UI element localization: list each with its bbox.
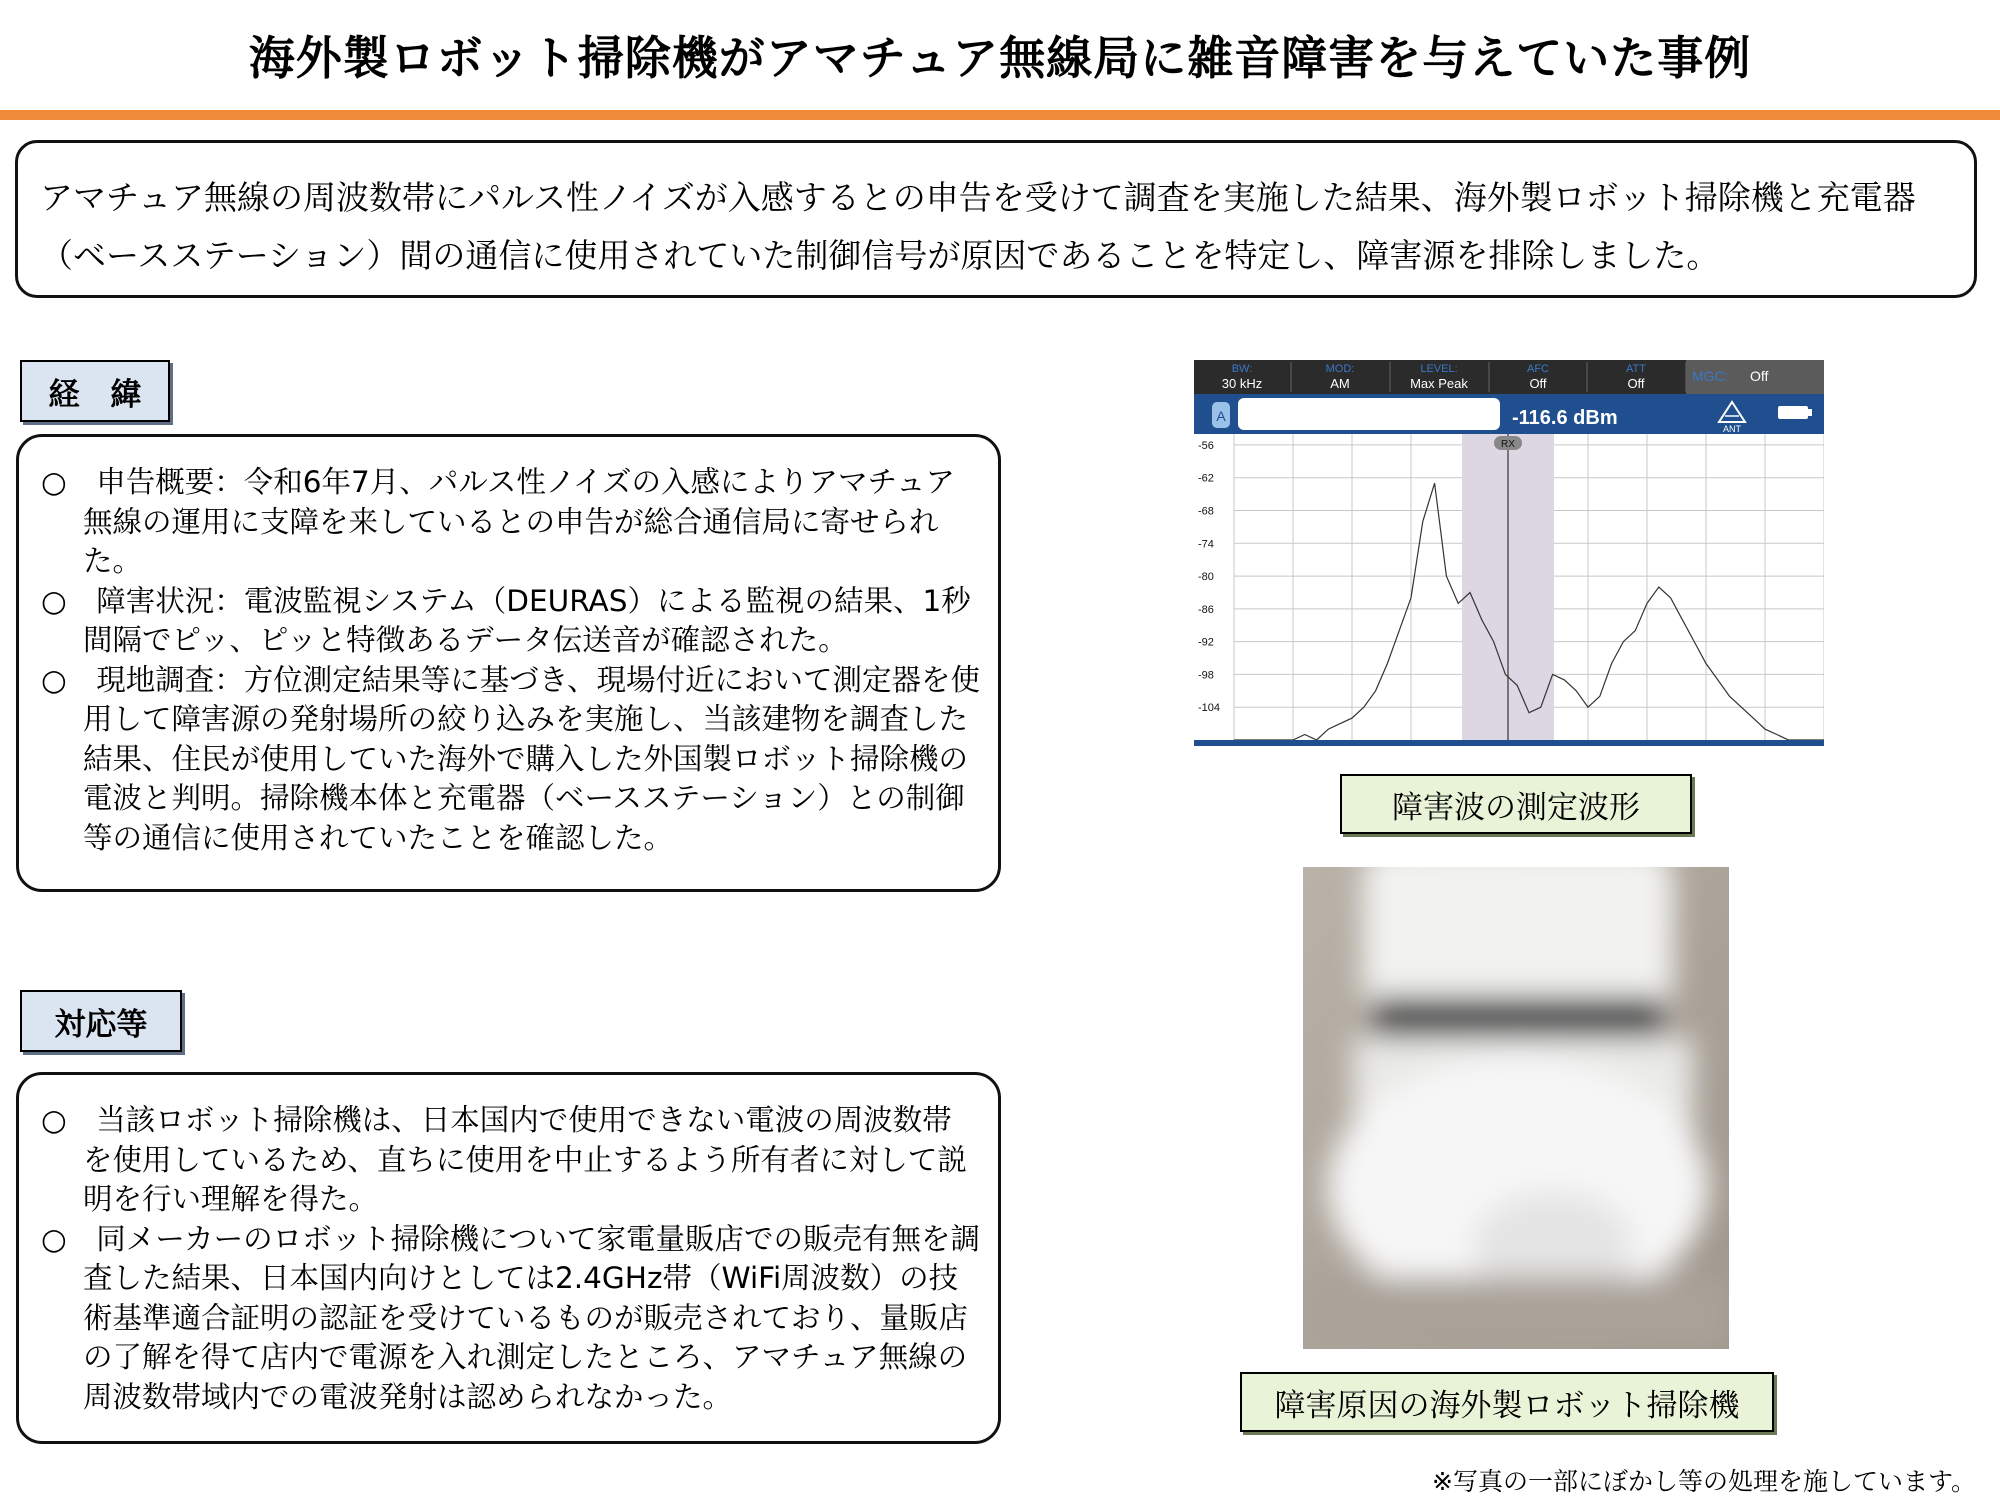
- footnote: ※写真の一部にぼかし等の処理を施しています。: [1432, 1467, 1976, 1496]
- y-tick-label: -86: [1198, 603, 1214, 616]
- att-value: Off: [1627, 376, 1645, 391]
- level-value: Max Peak: [1410, 376, 1468, 391]
- page-title: 海外製ロボット掃除機がアマチュア無線局に雑音障害を与えていた事例: [248, 31, 1752, 85]
- summary-box: [15, 140, 1977, 298]
- background-item-report: ○ 申告概要：令和6年7月、パルス性ノイズの入感によりアマチュア無線の運用に支障を来しているとの申告が総合通信局に寄せられた。: [41, 465, 956, 578]
- level-label: LEVEL:: [1420, 363, 1458, 375]
- ant-label: ANT: [1723, 424, 1741, 434]
- plot-bottom-bar: [1194, 740, 1824, 746]
- mgc-label: MGC:: [1692, 368, 1729, 384]
- background-item-status: ○ 障害状況：電波監視システム（DEURAS）による監視の結果、1秒間隔でピッ、ピッと特徴あるデータ伝送音が確認された。: [41, 583, 971, 657]
- mod-value: AM: [1330, 376, 1350, 391]
- response-label: 対応等: [20, 990, 182, 1052]
- robot-cleaner-photo: [1303, 867, 1729, 1349]
- display-field: [1238, 398, 1500, 430]
- response-box: [16, 1072, 1001, 1444]
- y-tick-label: -98: [1198, 669, 1214, 682]
- background-box: [16, 434, 1001, 892]
- afc-label: AFC: [1527, 363, 1549, 375]
- background-label: 経 緯: [20, 360, 170, 422]
- y-tick-label: -74: [1198, 538, 1214, 551]
- level-readout: -116.6 dBm: [1512, 407, 1618, 429]
- mod-label: MOD:: [1325, 363, 1355, 375]
- bw-value: 30 kHz: [1221, 376, 1263, 391]
- y-tick-label: -68: [1198, 505, 1214, 518]
- response-item-retail-check: ○ 同メーカーのロボット掃除機について家電量販店での販売有無を調査した結果、日本国内向けとしては2.4GHz帯（WiFi周波数）の技術基準適合証明の認証を受けているものが販売されており、量販店の了解を得て店内で電源を入れ測定したところ、アマチュア無線の周波数帯域内での電波発射は認められなかった。: [41, 1221, 981, 1414]
- mgc-value: Off: [1750, 368, 1769, 384]
- afc-value: Off: [1529, 376, 1547, 391]
- waveform-caption: 障害波の測定波形: [1340, 774, 1692, 834]
- background-item-investigation: ○ 現地調査：方位測定結果等に基づき、現場付近において測定器を使用して障害源の発射場所の絞り込みを実施し、当該建物を調査した結果、住民が使用していた海外で購入した外国製ロボット掃除機の電波と判明。掃除機本体と充電器（ベースステーション）との制御等の通信に使用されていたことを確認した。: [41, 662, 981, 855]
- channel-indicator: A: [1216, 408, 1226, 424]
- y-tick-label: -104: [1198, 702, 1221, 715]
- title-underline: [0, 110, 2000, 120]
- battery-icon: [1778, 406, 1812, 419]
- y-tick-label: -56: [1198, 439, 1214, 452]
- summary-text: アマチュア無線の周波数帯にパルス性ノイズが入感するとの申告を受けて調査を実施した結果、海外製ロボット掃除機と充電器（ベースステーション）間の通信に使用されていた制御信号が原因であることを特定し、障害源を排除しました。: [40, 178, 1916, 275]
- y-tick-label: -92: [1198, 636, 1214, 649]
- att-label: ATT: [1626, 363, 1646, 375]
- response-item-instruction: ○ 当該ロボット掃除機は、日本国内で使用できない電波の周波数帯を使用しているため、直ちに使用を中止するよう所有者に対して説明を行い理解を得た。: [41, 1103, 967, 1216]
- y-tick-label: -62: [1198, 472, 1214, 485]
- photo-caption: 障害原因の海外製ロボット掃除機: [1240, 1372, 1774, 1432]
- rx-label: RX: [1501, 439, 1515, 450]
- spectrum-analyzer-screen: [1194, 360, 1824, 748]
- bw-label: BW:: [1231, 363, 1253, 375]
- y-tick-label: -80: [1198, 571, 1214, 584]
